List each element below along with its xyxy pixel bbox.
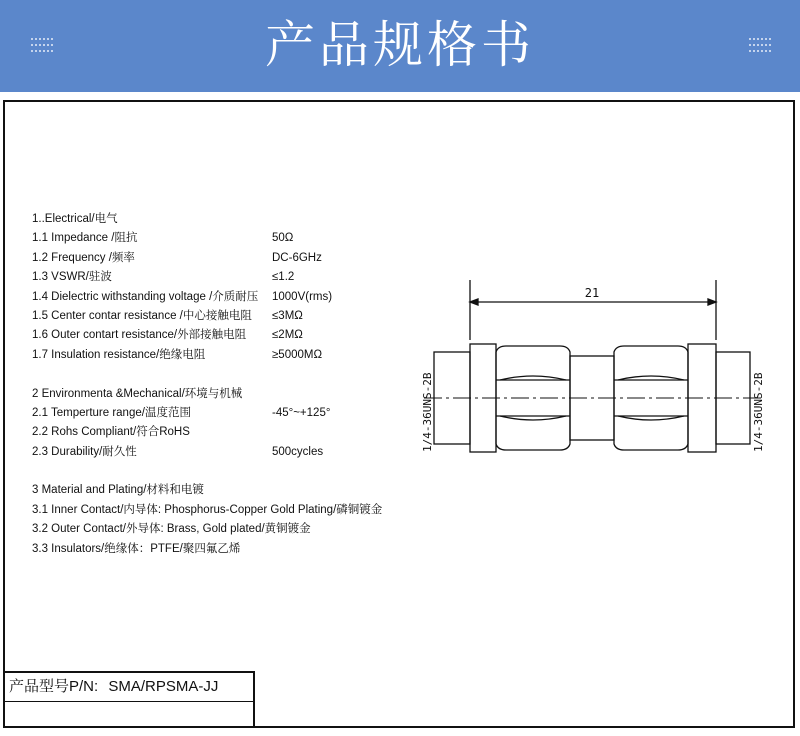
dot-grid-icon: [748, 36, 774, 54]
spec-line: 3.2 Outer Contact/外导体: Brass, Gold plated/黄铜镀金: [32, 523, 311, 536]
spec-list: [32, 210, 382, 559]
spec-row: [32, 229, 382, 248]
part-number-label: 产品型号P/N:: [9, 678, 99, 695]
spec-row: [32, 520, 382, 539]
spec-line: 3.3 Insulators/绝缘体：PTFE/聚四氟乙烯: [32, 542, 241, 555]
spec-label: 1.3 VSWR/驻波: [32, 271, 112, 284]
spec-label: 1.2 Frequency /频率: [32, 251, 135, 264]
spec-value: ≥5000MΩ: [272, 348, 323, 361]
dimension-label: 21: [584, 286, 600, 300]
section-heading-material: [32, 481, 382, 500]
part-number-value: SMA/RPSMA-JJ: [108, 678, 219, 695]
spec-value: ≤2MΩ: [272, 329, 303, 342]
spec-row: [32, 307, 382, 326]
spec-row: [32, 288, 382, 307]
spec-label: 2.1 Temperture range/温度范围: [32, 406, 191, 419]
spec-value: 500cycles: [272, 445, 324, 458]
spec-value: ≤1.2: [272, 271, 295, 284]
spec-label: 1.1 Impedance /阻抗: [32, 232, 138, 245]
page-title: 产品规格书: [265, 16, 535, 74]
spec-value: -45°~+125°: [272, 406, 331, 419]
spec-value: ≤3MΩ: [272, 309, 303, 322]
arrow-left-icon: [470, 299, 478, 305]
spec-label: 1.7 Insulation resistance/绝缘电阻: [32, 348, 206, 361]
spec-row: [32, 249, 382, 268]
spec-row: [32, 346, 382, 365]
spec-row: [32, 540, 382, 559]
arrow-right-icon: [708, 299, 716, 305]
section-spacer: [32, 462, 382, 481]
section-spacer: [32, 365, 382, 384]
spec-row: [32, 326, 382, 345]
heading-text: 1..Electrical/电气: [32, 213, 118, 225]
spec-label: 2.2 Rohs Compliant/符合RoHS: [32, 426, 190, 439]
section-heading-environmental: [32, 385, 382, 404]
heading-text: 3 Material and Plating/材料和电镀: [32, 484, 204, 497]
spec-label: 2.3 Durability/耐久性: [32, 445, 137, 458]
spec-row: [32, 268, 382, 287]
right-thread-label: 1/4-36UNS-2B: [752, 372, 765, 452]
heading-text: 2 Environmenta &Mechanical/环境与机械: [32, 387, 243, 400]
spec-label: 1.4 Dielectric withstanding voltage /介质耐压: [32, 290, 259, 303]
spec-label: 1.6 Outer contart resistance/外部接触电阻: [32, 329, 247, 342]
spec-value: 1000V(rms): [272, 290, 333, 303]
spec-value: DC-6GHz: [272, 251, 322, 264]
connector-drawing: [420, 280, 780, 470]
part-number-box: [3, 671, 255, 728]
spec-value: 50Ω: [272, 232, 294, 245]
spec-label: 1.5 Center contar resistance /中心接触电阻: [32, 309, 252, 322]
spec-row: [32, 404, 382, 423]
section-heading-electrical: [32, 210, 382, 229]
part-number-divider: [3, 701, 253, 702]
header-banner: [0, 0, 800, 92]
spec-row: [32, 443, 382, 462]
left-thread-label: 1/4-36UNS-2B: [421, 372, 434, 452]
spec-row: [32, 501, 382, 520]
spec-line: 3.1 Inner Contact/内导体: Phosphorus-Copper Gold Plating/磷铜镀金: [32, 503, 383, 516]
spec-row: [32, 423, 382, 442]
part-number-text: [9, 676, 218, 698]
